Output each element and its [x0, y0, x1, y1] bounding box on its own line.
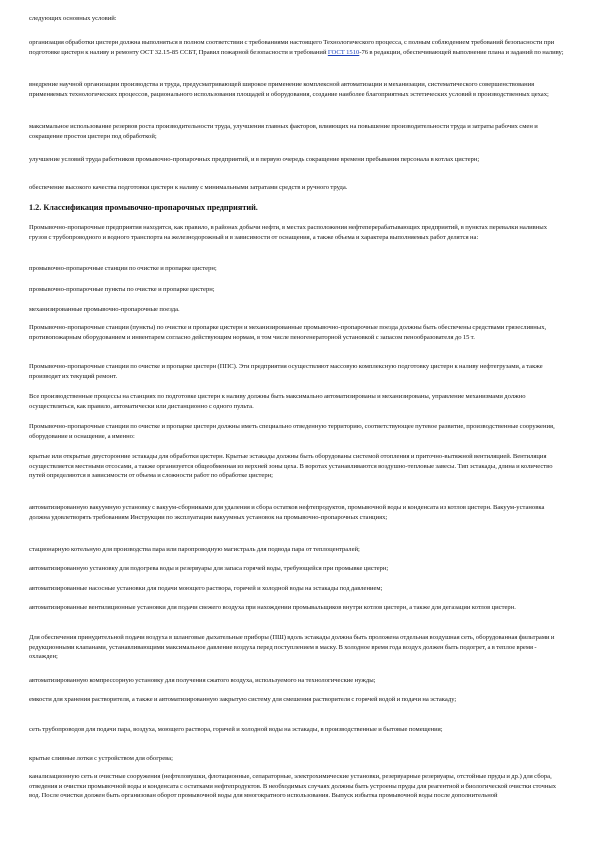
- paragraph-text: -76 в редакции, обеспечивающей выполнение плана и заданий по наливу;: [359, 48, 564, 56]
- paragraph: канализационную сеть и очистные сооружения (нефтеловушки, флотационные, сепараторные, электрохимические установки, резервуарные резервуары, отстойные пруды и др.) для сбора, отведения и очистки промывочной воды и конденсата с остатками нефтепродуктов. В необходимых случаях должны быть устроены пруды для реагентной и биологической очистки сточных вод. После очистки должен быть организован оборот промывочной воды для многократного использования. Выпуск избытка промывочной воды после дополнительной: [29, 773, 557, 800]
- paragraph: автоматизированные вентиляционные установки для подачи свежего воздуха при нахождении промывальщиков внутри котлов цистерн, а также для дегазации котлов цистерн.: [29, 604, 516, 611]
- paragraph: автоматизированную компрессорную установку для получения сжатого воздуха, используемого на технологические нужды;: [29, 677, 376, 684]
- paragraph: механизированные промывочно-пропарочные поезда.: [29, 306, 180, 313]
- paragraph: автоматизированные насосные установки для подачи моющего раствора, горячей и холодной воды на эстакады под давлением;: [29, 585, 383, 592]
- paragraph: Промывочно-пропарочные станции по очистке и пропарке цистерн (ППС). Эти предприятия осуществляют массовую комплексную подготовку цистерн к наливу нефтегрузами, а также производят их текущий ремонт.: [29, 363, 543, 380]
- paragraph: Промывочно-пропарочные предприятия находятся, как правило, в районах добычи нефти, в местах расположения нефтеперерабатывающих предприятий, в пунктах перевалки наливных грузов с трубопроводного и водного транспорта на железнодорожный и в зависимости от оснащения, а также объема и характера выполняемых работ делятся на:: [29, 224, 548, 241]
- paragraph: крытые сливные лотки с устройством для обогрева;: [29, 755, 173, 762]
- paragraph-text: организация обработки цистерн должна выполняться в полном соответствии с требованиями настоящего Технологического процесса, с полным соблюдением требований безопасности при подготовке цистерн к наливу и ремонту ОСТ 32.15-85 ССБТ, Правил пожарной безопасности и требований: [29, 39, 555, 56]
- paragraph: обеспечение высокого качества подготовки цистерн к наливу с минимальными затратами средств и ручного труда.: [29, 184, 348, 191]
- paragraph: [29, 38, 564, 57]
- paragraph: Для обеспечения принудительной подачи воздуха в шланговые дыхательные приборы (ПШ) вдоль эстакады должна быть проложена отдельная воздушная сеть, оборудованная фильтрами и редукционными клапанами, устанавливающими максимальное давление воздуха перед поступлением в маску. В холодное время года воздух должен быть подогрет, а в теплое время - охлажден;: [29, 634, 555, 661]
- paragraph: промывочно-пропарочные станции по очистке и пропарке цистерн;: [29, 265, 217, 272]
- paragraph: емкости для хранения растворителя, а также и автоматизированную закрытую систему для смешения растворителя с горячей водой и подачи на эстакаду;: [29, 696, 457, 703]
- paragraph: улучшение условий труда работников промывочно-пропарочных предприятий, и в первую очередь сокращение времени пребывания персонала в котлах цистерн;: [29, 156, 480, 163]
- paragraph: автоматизированную вакуумную установку с вакуум-сборниками для удаления и сбора остатков нефтепродуктов, промывочной воды и конденсата из котлов цистерн. Вакуум-установка должна удовлетворять требованиям Инструкции по эксплуатации вакуумных установок на промывочно-пропарочных станциях;: [29, 504, 545, 521]
- paragraph: сеть трубопроводов для подачи пара, воздуха, моющего раствора, горячей и холодной воды на эстакады, в производственные и бытовые помещения;: [29, 726, 443, 733]
- gost-link[interactable]: ГОСТ 1510: [327, 48, 360, 56]
- paragraph: Все производственные процессы на станциях по подготовке цистерн к наливу должны быть максимально автоматизированы и механизированы, управление механизмами должно осуществляться, как правило, автоматически или дистанционно с одного пульта.: [29, 393, 526, 410]
- paragraph: Промывочно-пропарочные станции (пункты) по очистке и пропарке цистерн и механизированные промывочно-пропарочные поезда должны быть обеспечены средствами грязесливных, противопожарным оборудованием и инвентарем согласно действующим нормам, в том числе пеногенераторной установкой с запасом пенообразователя до 15 т.: [29, 324, 547, 341]
- paragraph: автоматизированную установку для подогрева воды и резервуары для запаса горячей воды, требующейся при промывке цистерн;: [29, 565, 389, 572]
- paragraph: максимальное использование резервов роста производительности труда, улучшения главных факторов, влияющих на повышение производительности труда и затраты рабочих смен и сокращение простоя цистерн под обработкой;: [29, 123, 538, 140]
- paragraph: внедрение научной организации производства и труда, предусматривающей широкое применение комплексной автоматизации и механизации, систематического совершенствования применяемых технологических процессов, рационального использования площадей и оборудования, создание наиболее благоприятных эстетических условий в производственных цехах;: [29, 81, 549, 98]
- paragraph: стационарную котельную для производства пара или паропроводную магистраль для подвода пара от теплоцентралей;: [29, 546, 360, 553]
- paragraph: Промывочно-пропарочные станции по очистке и пропарке цистерн должны иметь специально отведенную территорию, соответствующее путевое развитие, производственные сооружения, оборудование и оснащение, а именно:: [29, 423, 555, 440]
- paragraph: крытые или открытые двусторонние эстакады для обработки цистерн. Крытые эстакады должны быть оборудованы системой отопления и приточно-вытяжной вентиляцией. Вентиляция осуществляется местными отсосами, а также организуется общеобменная из верхней зоны цеха. В воротах устанавливаются воздушно-тепловые завесы. Тип эстакады, длина и количество путей определяются в зависимости от объема и сложности работ по обработке цистерн;: [29, 453, 553, 480]
- paragraph: следующих основных условий:: [29, 15, 117, 22]
- section-heading: 1.2. Классификация промывочно-пропарочных предприятий.: [29, 203, 258, 212]
- paragraph: промывочно-пропарочные пункты по очистке и пропарке цистерн;: [29, 286, 215, 293]
